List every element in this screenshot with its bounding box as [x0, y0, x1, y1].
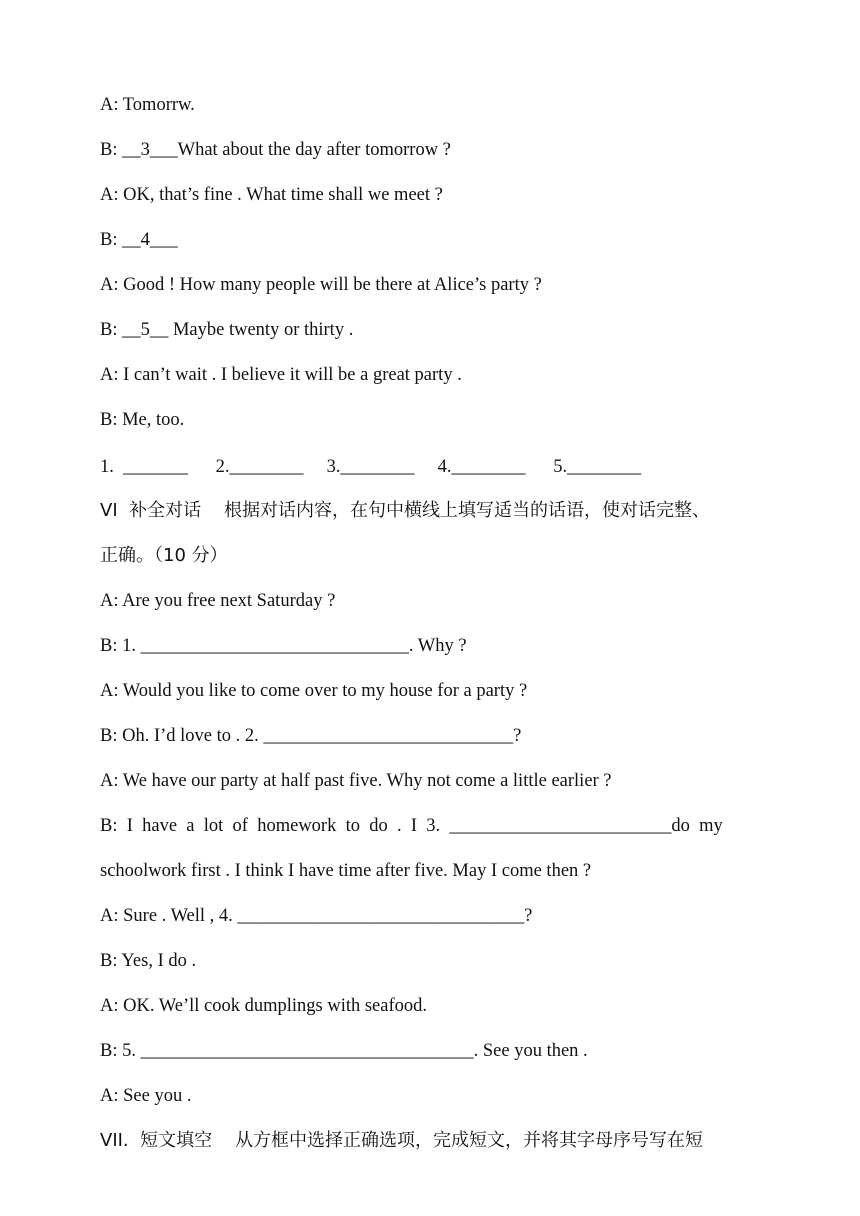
dialogue-line: A: Good ! How many people will be there at Alice’s party ? [100, 275, 542, 295]
dialogue-line: B: Me, too. [100, 410, 185, 430]
answer-blanks-row: 1. _______ 2.________ 3.________ 4.________ 5.________ [100, 457, 642, 477]
section-heading: VI 补全对话 根据对话内容，在句中横线上填写适当的话语，使对话完整、 [100, 500, 710, 521]
dialogue-line: A: OK, that’s fine . What time shall we meet ? [100, 185, 443, 205]
dialogue-line: A: Are you free next Saturday ? [100, 591, 336, 611]
dialogue-line: B: 1. _____________________________. Why ? [100, 636, 467, 656]
dialogue-line: schoolwork first . I think I have time after five. May I come then ? [100, 861, 592, 881]
dialogue-line: B: I have a lot of homework to do . I 3. ________________________do my [100, 816, 723, 836]
dialogue-line: B: 5. ____________________________________. See you then . [100, 1041, 588, 1061]
dialogue-line: A: OK. We’ll cook dumplings with seafood. [100, 996, 428, 1016]
section-heading-continued: 正确。（10 分） [100, 545, 228, 566]
section-heading: VII. 短文填空 从方框中选择正确选项，完成短文，并将其字母序号写在短 [100, 1130, 703, 1151]
dialogue-line: B: Oh. I’d love to . 2. ___________________________? [100, 726, 522, 746]
dialogue-line: B: __3___What about the day after tomorrow ? [100, 140, 451, 160]
dialogue-line: B: __4___ [100, 230, 178, 250]
dialogue-line: A: I can’t wait . I believe it will be a great party . [100, 365, 462, 385]
dialogue-line: A: See you . [100, 1086, 192, 1106]
dialogue-line: A: Tomorrw. [100, 95, 195, 115]
dialogue-line: A: We have our party at half past five. Why not come a little earlier ? [100, 771, 612, 791]
dialogue-line: A: Sure . Well , 4. _______________________________? [100, 906, 533, 926]
dialogue-line: A: Would you like to come over to my house for a party ? [100, 681, 528, 701]
dialogue-line: B: Yes, I do . [100, 951, 197, 971]
dialogue-line: B: __5__ Maybe twenty or thirty . [100, 320, 354, 340]
